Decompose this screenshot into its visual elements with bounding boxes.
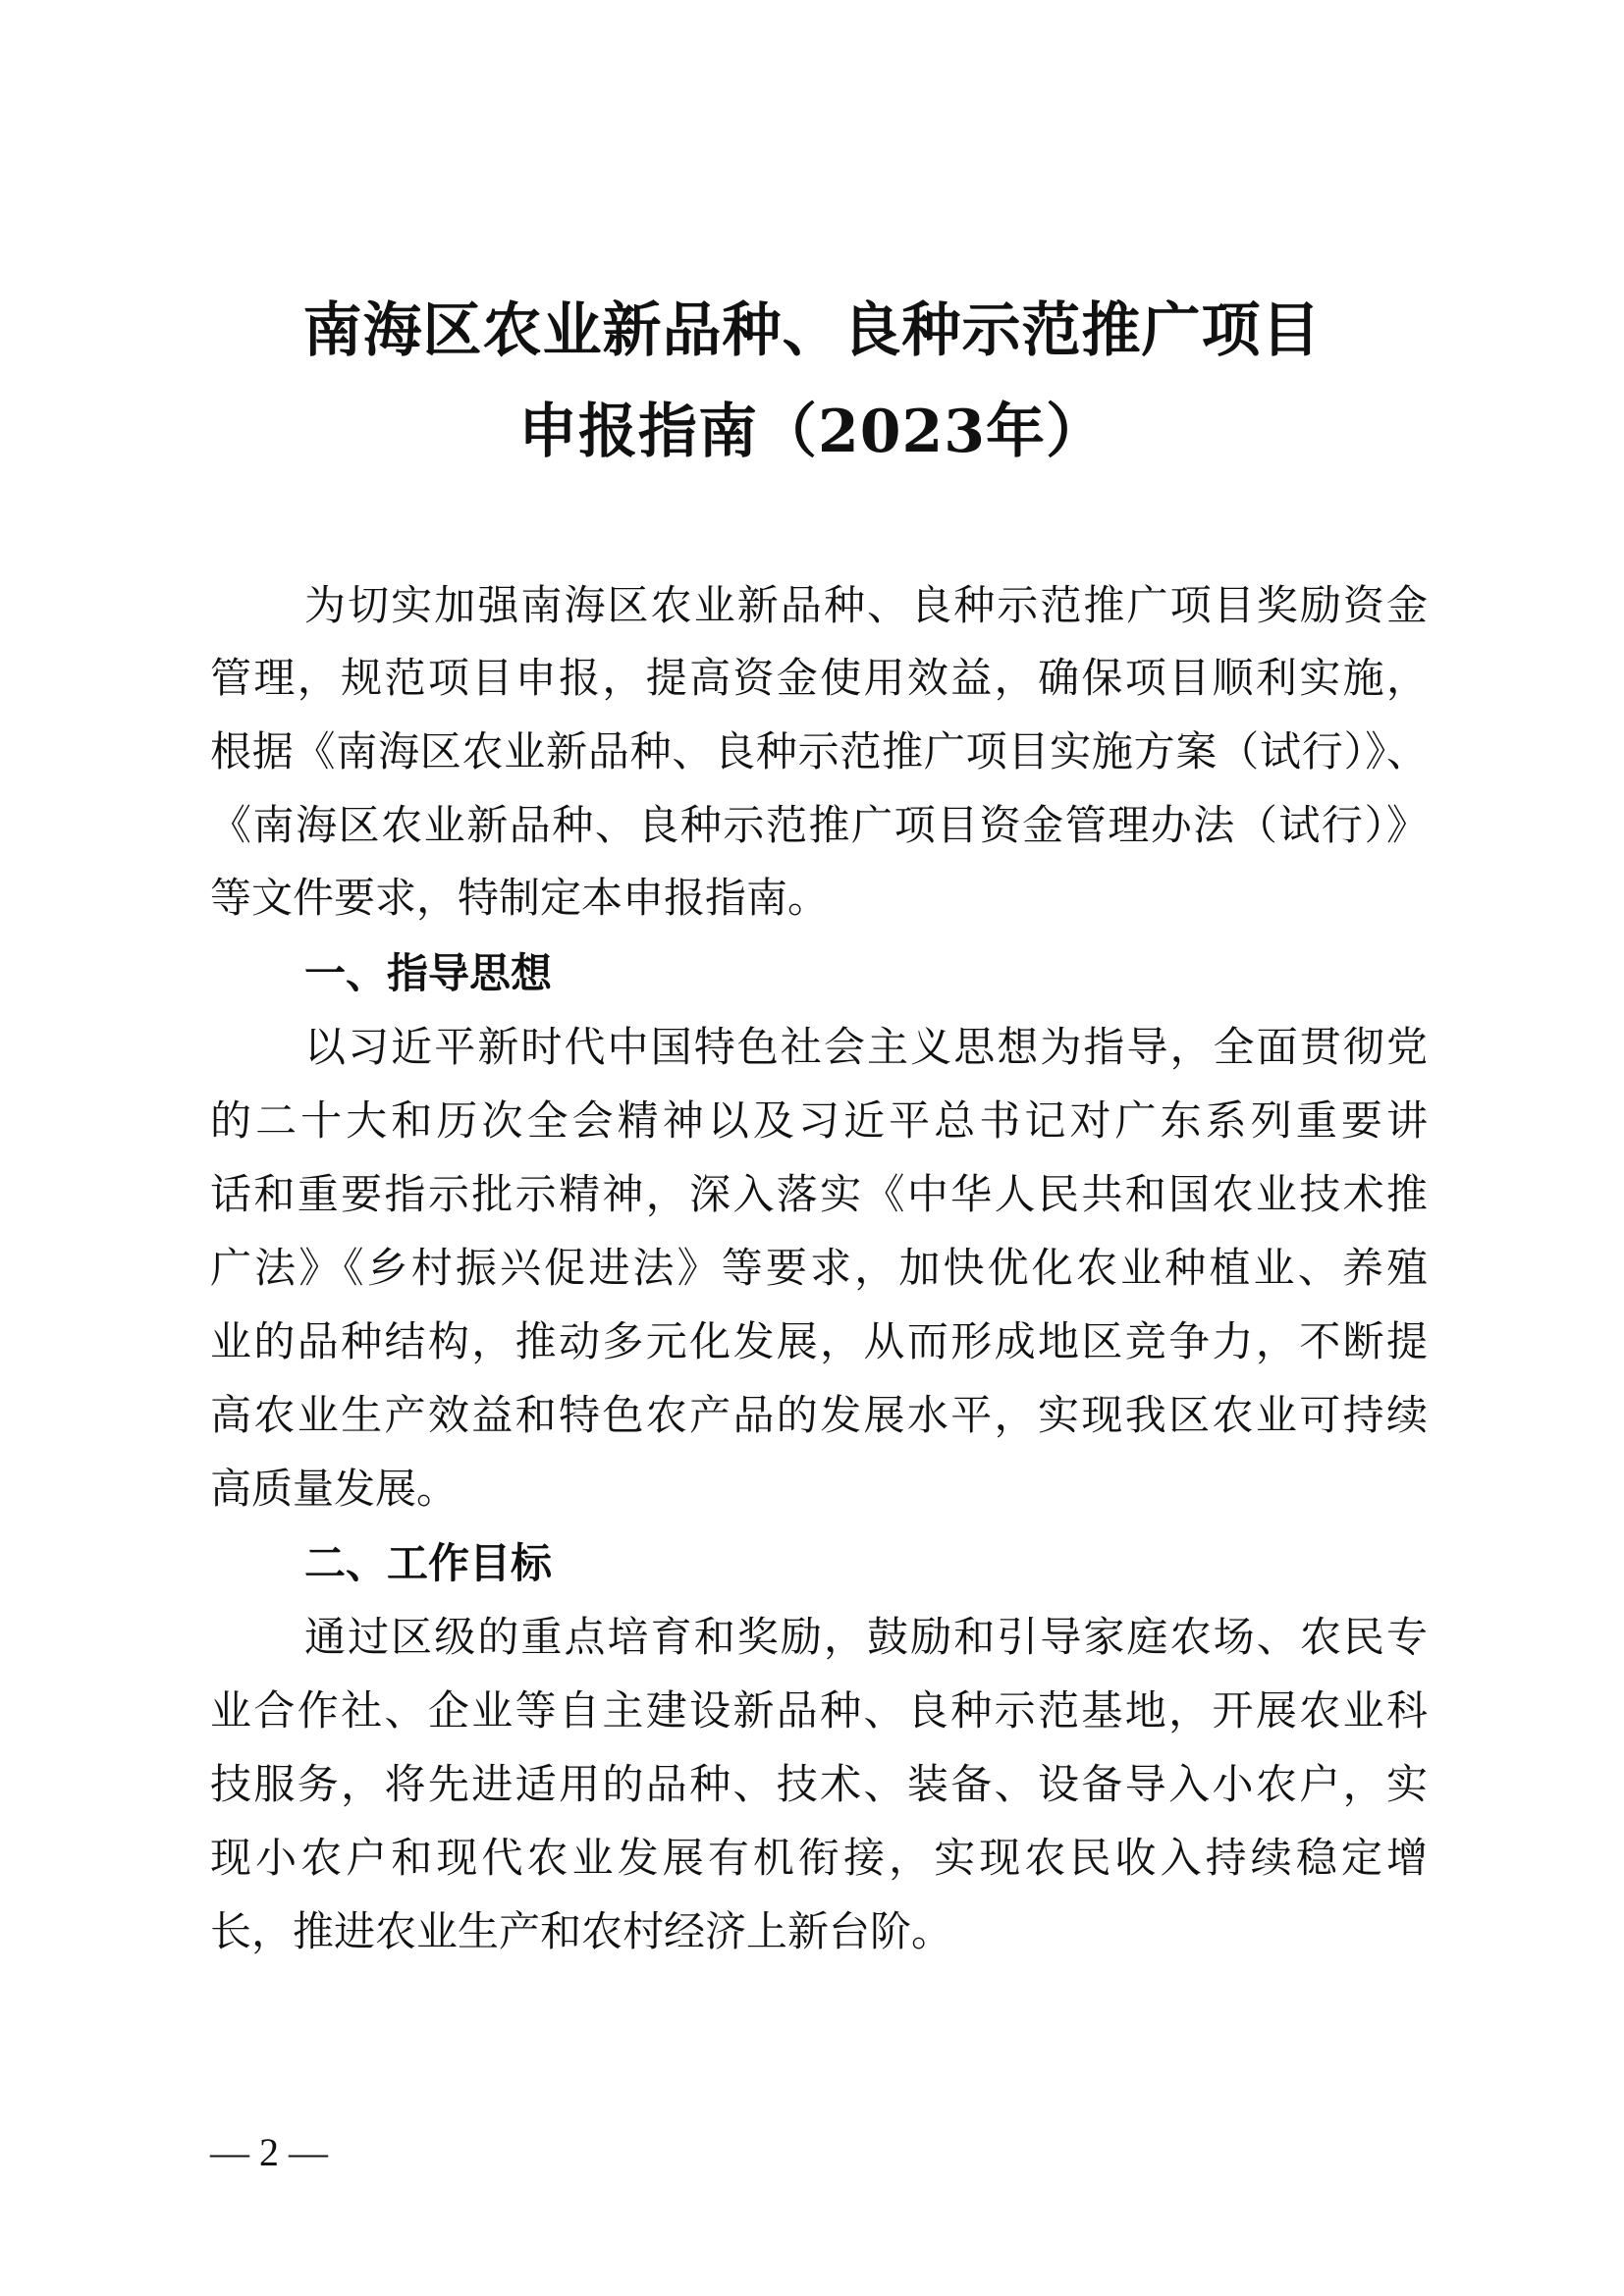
section-heading-work-goals: 二、工作目标 xyxy=(304,1539,553,1587)
section2-line: 业合作社、企业等自主建设新品种、良种示范基地，开展农业科 xyxy=(210,1686,1428,1735)
section-heading-guiding-ideology: 一、指导思想 xyxy=(304,949,553,997)
document-title-line-1: 南海区农业新品种、良种示范推广项目 xyxy=(302,296,1322,365)
section2-line: 通过区级的重点培育和奖励，鼓励和引导家庭农场、农民专 xyxy=(304,1613,1428,1661)
intro-line: 为切实加强南海区农业新品种、良种示范推广项目奖励资金 xyxy=(304,581,1428,629)
section2-line: 技服务，将先进适用的品种、技术、装备、设备导入小农户，实 xyxy=(210,1760,1428,1808)
document-title-line-2: 申报指南（2023年） xyxy=(518,398,1106,466)
section2-line: 长，推进农业生产和农村经济上新台阶。 xyxy=(210,1907,953,1955)
section1-line: 高质量发展。 xyxy=(210,1465,459,1513)
section1-line: 广法》《乡村振兴促进法》等要求，加快优化农业种植业、养殖 xyxy=(210,1244,1428,1292)
intro-line: 等文件要求，特制定本申报指南。 xyxy=(210,874,830,922)
section1-line: 以习近平新时代中国特色社会主义思想为指导，全面贯彻党 xyxy=(304,1023,1428,1071)
section1-line: 的二十大和历次全会精神以及习近平总书记对广东系列重要讲 xyxy=(210,1096,1428,1145)
page-number: — 2 — xyxy=(210,2130,328,2174)
section1-line: 话和重要指示批示精神，深入落实《中华人民共和国农业技术推 xyxy=(210,1170,1428,1218)
intro-line: 管理，规范项目申报，提高资金使用效益，确保项目顺利实施， xyxy=(210,654,1428,702)
section1-line: 业的品种结构，推动多元化发展，从而形成地区竞争力，不断提 xyxy=(210,1317,1428,1365)
intro-line: 《南海区农业新品种、良种示范推广项目资金管理办法（试行）》 xyxy=(210,801,1428,849)
section1-line: 高农业生产效益和特色农产品的发展水平，实现我区农业可持续 xyxy=(210,1391,1428,1439)
section2-line: 现小农户和现代农业发展有机衔接，实现农民收入持续稳定增 xyxy=(210,1834,1428,1882)
intro-line: 根据《南海区农业新品种、良种示范推广项目实施方案（试行）》、 xyxy=(210,727,1428,775)
